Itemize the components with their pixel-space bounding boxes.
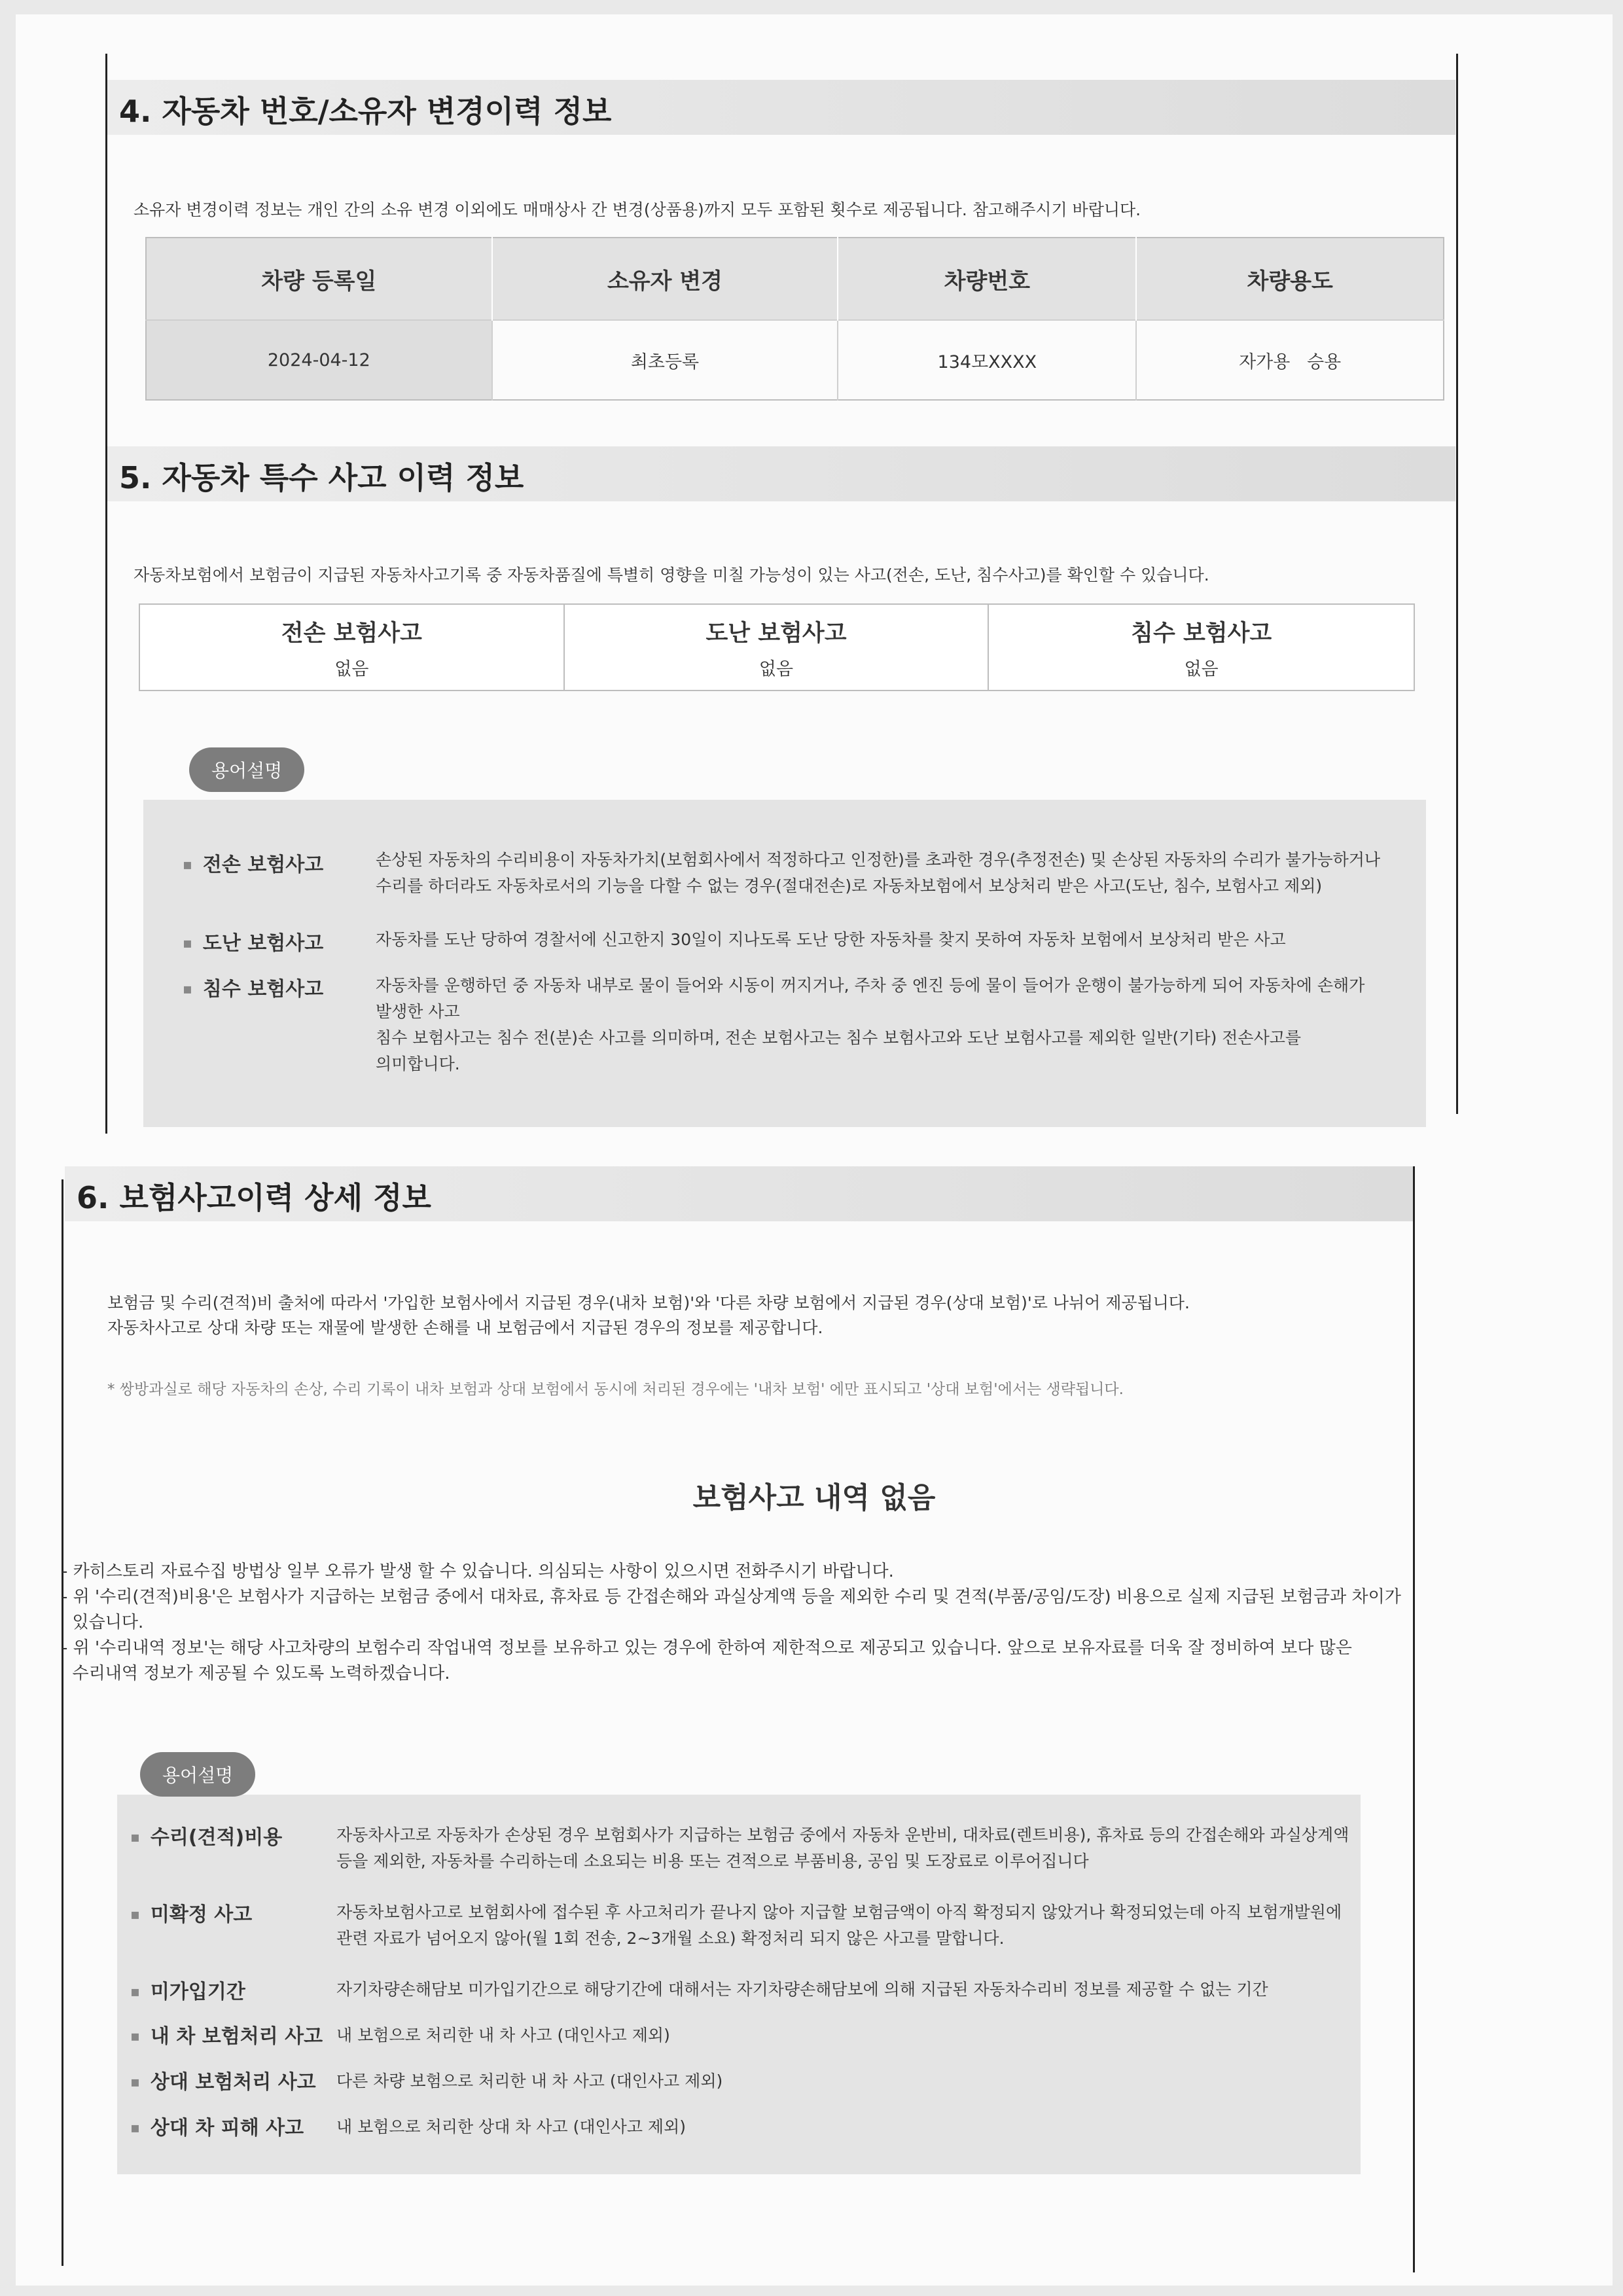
accident-label: 전손 보험사고	[281, 620, 422, 647]
glossary-definition: 자동차를 도난 당하여 경찰서에 신고한지 30일이 지나도록 도난 당한 자동차를 찾지 못하여 자동차 보험에서 보상처리 받은 사고	[376, 930, 1286, 949]
glossary-definition: 자동차사고로 자동차가 손상된 경우 보험회사가 지급하는 보험금 중에서 자동차 운반비, 대차료(렌트비용), 휴차료 등의 간접손해와 과실상계액 등을 제외한, 자동차를 수리하는데 소요되는 비용 또는 견적으로 부품비용, 공임 및 도장료로 이루어집니다	[336, 1825, 1349, 1871]
accident-value: 없음	[758, 658, 794, 679]
accident-theft	[564, 604, 989, 691]
header-registration-date: 차량 등록일	[146, 238, 492, 320]
glossary-term: ▪ 상대 보험처리 사고	[130, 2066, 316, 2094]
section-title: 6. 보험사고이력 상세 정보	[77, 1180, 431, 1215]
glossary-label: 용어설명	[140, 1752, 255, 1797]
glossary-definition: 자동차보험사고로 보험회사에 접수된 후 사고처리가 끝나지 않아 지급할 보험금액이 아직 확정되지 않았거나 확정되었는데 아직 보험개발원에 관련 자료가 넘어오지 않아(월 1회 전송, 2~3개월 소요) 확정처리 되지 않은 사고를 말합니다.	[336, 1903, 1342, 1948]
section-header	[65, 1166, 1413, 1221]
table-row	[139, 604, 1414, 691]
glossary-term: ▪ 미가입기간	[130, 1975, 245, 2004]
header-plate-number: 차량번호	[838, 238, 1136, 320]
section-insurance-detail	[62, 1166, 1413, 2279]
glossary-definition: 자기차량손해담보 미가입기간으로 해당기간에 대해서는 자기차량손해담보에 의해 지급된 자동차수리비 정보를 제공할 수 없는 기간	[336, 1980, 1268, 1999]
notice-item: - 위 '수리내역 정보'는 해당 사고차량의 보험수리 작업내역 정보를 보유하고 있는 경우에 한하여 제한적으로 제공되고 있습니다. 앞으로 보유자료를 더욱 잘 정비하여 보다 많은	[62, 1638, 1352, 1658]
glossary-term: ▪ 수리(견적)비용	[130, 1821, 282, 1850]
notice-item: - 위 '수리(견적)비용'은 보험사가 지급하는 보험금 중에서 대차료, 휴차료 등 간접손해와 과실상계액 등을 제외한 수리 및 견적(부품/공임/도장) 비용으로 실제 지급된 보험금과 차이가	[62, 1587, 1401, 1607]
section-description: 보험금 및 수리(견적)비 출처에 따라서 '가입한 보험사에서 지급된 경우(내차 보험)'와 '다른 차량 보험에서 지급된 경우(상대 보험)'로 나뉘어 제공됩니다. 자동차사고로 상대 차량 또는 재물에 발생한 손해를 내 보험금에서 지급된 경우의 정보를 제공합니다.	[107, 1293, 1190, 1337]
accident-label: 침수 보험사고	[1131, 620, 1272, 647]
notice-item: 있습니다.	[62, 1613, 144, 1632]
notice-item: 수리내역 정보가 제공될 수 있도록 노력하겠습니다.	[62, 1664, 450, 1683]
right-border-line-lower	[1413, 1166, 1415, 2272]
glossary-label: 용어설명	[189, 747, 304, 792]
glossary-definition: 내 보험으로 처리한 상대 차 사고 (대인사고 제외)	[336, 2117, 686, 2136]
accident-value: 없음	[334, 658, 369, 679]
owner-history-table	[145, 237, 1444, 401]
accident-value: 없음	[1184, 658, 1219, 679]
section-owner-history	[107, 80, 1455, 446]
vehicle-use: 자가용 승용	[1136, 320, 1444, 400]
section-header	[107, 446, 1455, 501]
accident-total-loss	[139, 604, 564, 691]
section-title: 4. 자동차 번호/소유자 변경이력 정보	[119, 94, 612, 129]
accident-label: 도난 보험사고	[705, 620, 847, 647]
notice-item: - 카히스토리 자료수집 방법상 일부 오류가 발생 할 수 있습니다. 의심되는 사항이 있으시면 전화주시기 바랍니다.	[62, 1562, 894, 1581]
table-row	[146, 320, 1444, 400]
section-header	[107, 80, 1455, 135]
section-special-accident	[107, 446, 1455, 1134]
notice-list	[62, 1559, 1401, 1687]
glossary-term: ▪ 침수 보험사고	[183, 973, 323, 1001]
header-owner-change: 소유자 변경	[492, 238, 838, 320]
glossary-definition: 다른 차량 보험으로 처리한 내 차 사고 (대인사고 제외)	[336, 2072, 723, 2090]
glossary-term: ▪ 상대 차 피해 사고	[130, 2111, 304, 2140]
glossary-term: ▪ 전손 보험사고	[183, 848, 323, 877]
plate-number: 134모XXXX	[838, 320, 1136, 400]
right-border-line	[1456, 54, 1458, 1114]
glossary-box	[117, 1795, 1361, 2174]
table-header-row	[146, 238, 1444, 320]
section-description: 소유자 변경이력 정보는 개인 간의 소유 변경 이외에도 매매상사 간 변경(상품용)까지 모두 포함된 횟수로 제공됩니다. 참고해주시기 바랍니다.	[134, 200, 1141, 219]
section-title: 5. 자동차 특수 사고 이력 정보	[119, 460, 524, 495]
no-accident-history: 보험사고 내역 없음	[692, 1481, 936, 1515]
glossary-term: ▪ 미확정 사고	[130, 1898, 252, 1927]
accident-flood	[988, 604, 1414, 691]
glossary-term: ▪ 내 차 보험처리 사고	[130, 2020, 323, 2049]
left-border-line-lower	[62, 1179, 63, 2266]
header-vehicle-use: 차량용도	[1136, 238, 1444, 320]
glossary-box	[143, 800, 1426, 1127]
glossary-definition: 손상된 자동차의 수리비용이 자동차가치(보험회사에서 적정하다고 인정한)를 초과한 경우(추정전손) 및 손상된 자동차의 수리가 불가능하거나 수리를 하더라도 자동차로서의 기능을 다할 수 없는 경우(절대전손)로 자동차보험에서 보상처리 받은 사고(도난, 침수, 보험사고 제외)	[376, 850, 1381, 895]
owner-change: 최초등록	[492, 320, 838, 400]
glossary-term: ▪ 도난 보험사고	[183, 927, 323, 956]
footnote: * 쌍방과실로 해당 자동차의 손상, 수리 기록이 내차 보험과 상대 보험에서 동시에 처리된 경우에는 '내차 보험' 에만 표시되고 '상대 보험'에서는 생략됩니다.	[107, 1381, 1124, 1398]
glossary-definition: 자동차를 운행하던 중 자동차 내부로 물이 들어와 시동이 꺼지거나, 주차 중 엔진 등에 물이 들어가 운행이 불가능하게 되어 자동차에 손해가 발생한 사고 침수 보험사고는 침수 전(분)손 사고를 의미하며, 전손 보험사고는 침수 보험사고와 도난 보험사고를 제외한 일반(기타) 전손사고를 의미합니다.	[376, 976, 1365, 1073]
registration-date: 2024-04-12	[146, 320, 492, 400]
report-page	[16, 14, 1613, 2286]
special-accident-table	[139, 603, 1415, 691]
glossary-definition: 내 보험으로 처리한 내 차 사고 (대인사고 제외)	[336, 2026, 670, 2045]
section-description: 자동차보험에서 보험금이 지급된 자동차사고기록 중 자동차품질에 특별히 영향을 미칠 가능성이 있는 사고(전손, 도난, 침수사고)를 확인할 수 있습니다.	[134, 565, 1209, 584]
